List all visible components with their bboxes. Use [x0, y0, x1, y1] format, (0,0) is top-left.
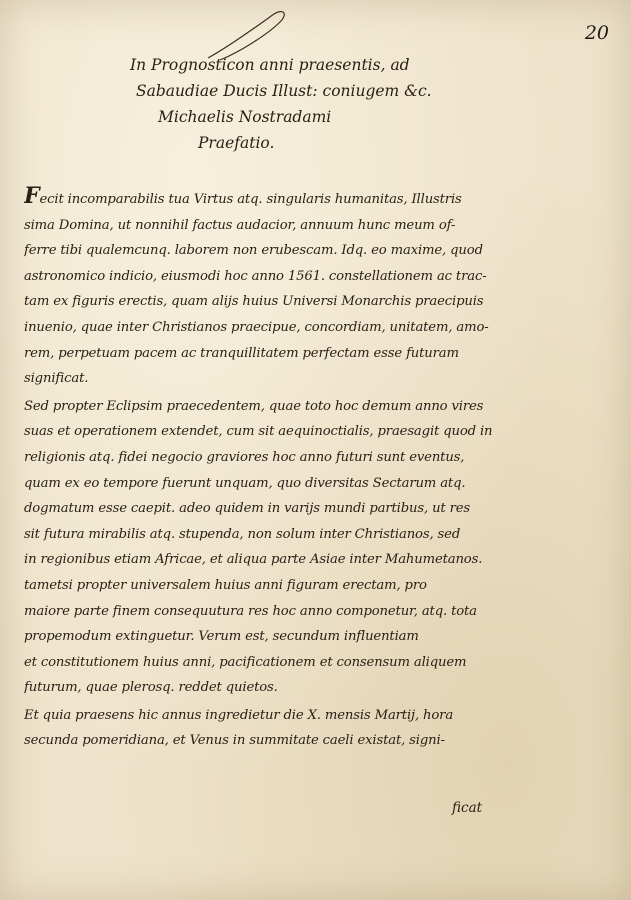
text-line: in regionibus etiam Africae, et aliqua parte Asiae inter Mahumetanos. — [24, 552, 483, 568]
text-line: propemodum extinguetur. Verum est, secundum influentiam — [24, 629, 419, 645]
catchword: ficat — [452, 800, 483, 816]
text-line: astronomico indicio, eiusmodi hoc anno 1561. constellationem ac trac- — [24, 268, 487, 284]
text-line: significat. — [24, 371, 89, 387]
title-line: In Prognosticon anni praesentis, ad — [130, 56, 410, 74]
text-line: tametsi propter universalem huius anni figuram erectam, pro — [24, 577, 427, 593]
text-line: religionis atq. fidei negocio graviores hoc anno futuri sunt eventus, — [24, 449, 465, 465]
text-line: rem, perpetuam pacem ac tranquillitatem perfectam esse futuram — [24, 345, 459, 361]
text-line: suas et operationem extendet, cum sit aequinoctialis, praesagit quod in — [24, 424, 493, 440]
text-line: secunda pomeridiana, et Venus in summitate caeli existat, signi- — [24, 733, 445, 749]
title-line: Praefatio. — [198, 134, 275, 152]
text-line: sima Domina, ut nonnihil factus audacior, annuum hunc meum of- — [24, 217, 456, 233]
text-line: inuenio, quae inter Christianos praecipue, concordiam, unitatem, amo- — [24, 319, 489, 335]
title-line: Sabaudiae Ducis Illust: coniugem &c. — [136, 82, 432, 100]
text-line: ferre tibi qualemcunq. laborem non erubescam. Idq. eo maxime, quod — [24, 243, 483, 259]
text-line: Sed propter Eclipsim praecedentem, quae toto hoc demum anno vires — [24, 398, 484, 414]
text-line: sit futura mirabilis atq. stupenda, non solum inter Christianos, sed — [24, 526, 461, 542]
text-line: maiore parte finem consequutura res hoc anno componetur, atq. tota — [24, 603, 477, 619]
folio-number: 20 — [584, 22, 609, 44]
title-block — [130, 52, 490, 156]
text-line: Fecit incomparabilis tua Virtus atq. singularis humanitas, Illustris — [24, 186, 614, 213]
title-line: Michaelis Nostradami — [158, 108, 332, 126]
text-line: et constitutionem huius anni, pacificationem et consensum aliquem — [24, 654, 467, 670]
text-line: futurum, quae plerosq. reddet quietos. — [24, 680, 278, 696]
text-line: tam ex figuris erectis, quam alijs huius Universi Monarchis praecipuis — [24, 294, 484, 310]
initial-letter: F — [24, 186, 40, 209]
text-line: dogmatum esse caepit. adeo quidem in varijs mundi partibus, ut res — [24, 501, 471, 517]
manuscript-text — [24, 186, 614, 754]
text-line: quam ex eo tempore fuerunt unquam, quo diversitas Sectarum atq. — [24, 475, 466, 491]
text-line: Et quia praesens hic annus ingredietur die X. mensis Martij, hora — [24, 707, 454, 723]
